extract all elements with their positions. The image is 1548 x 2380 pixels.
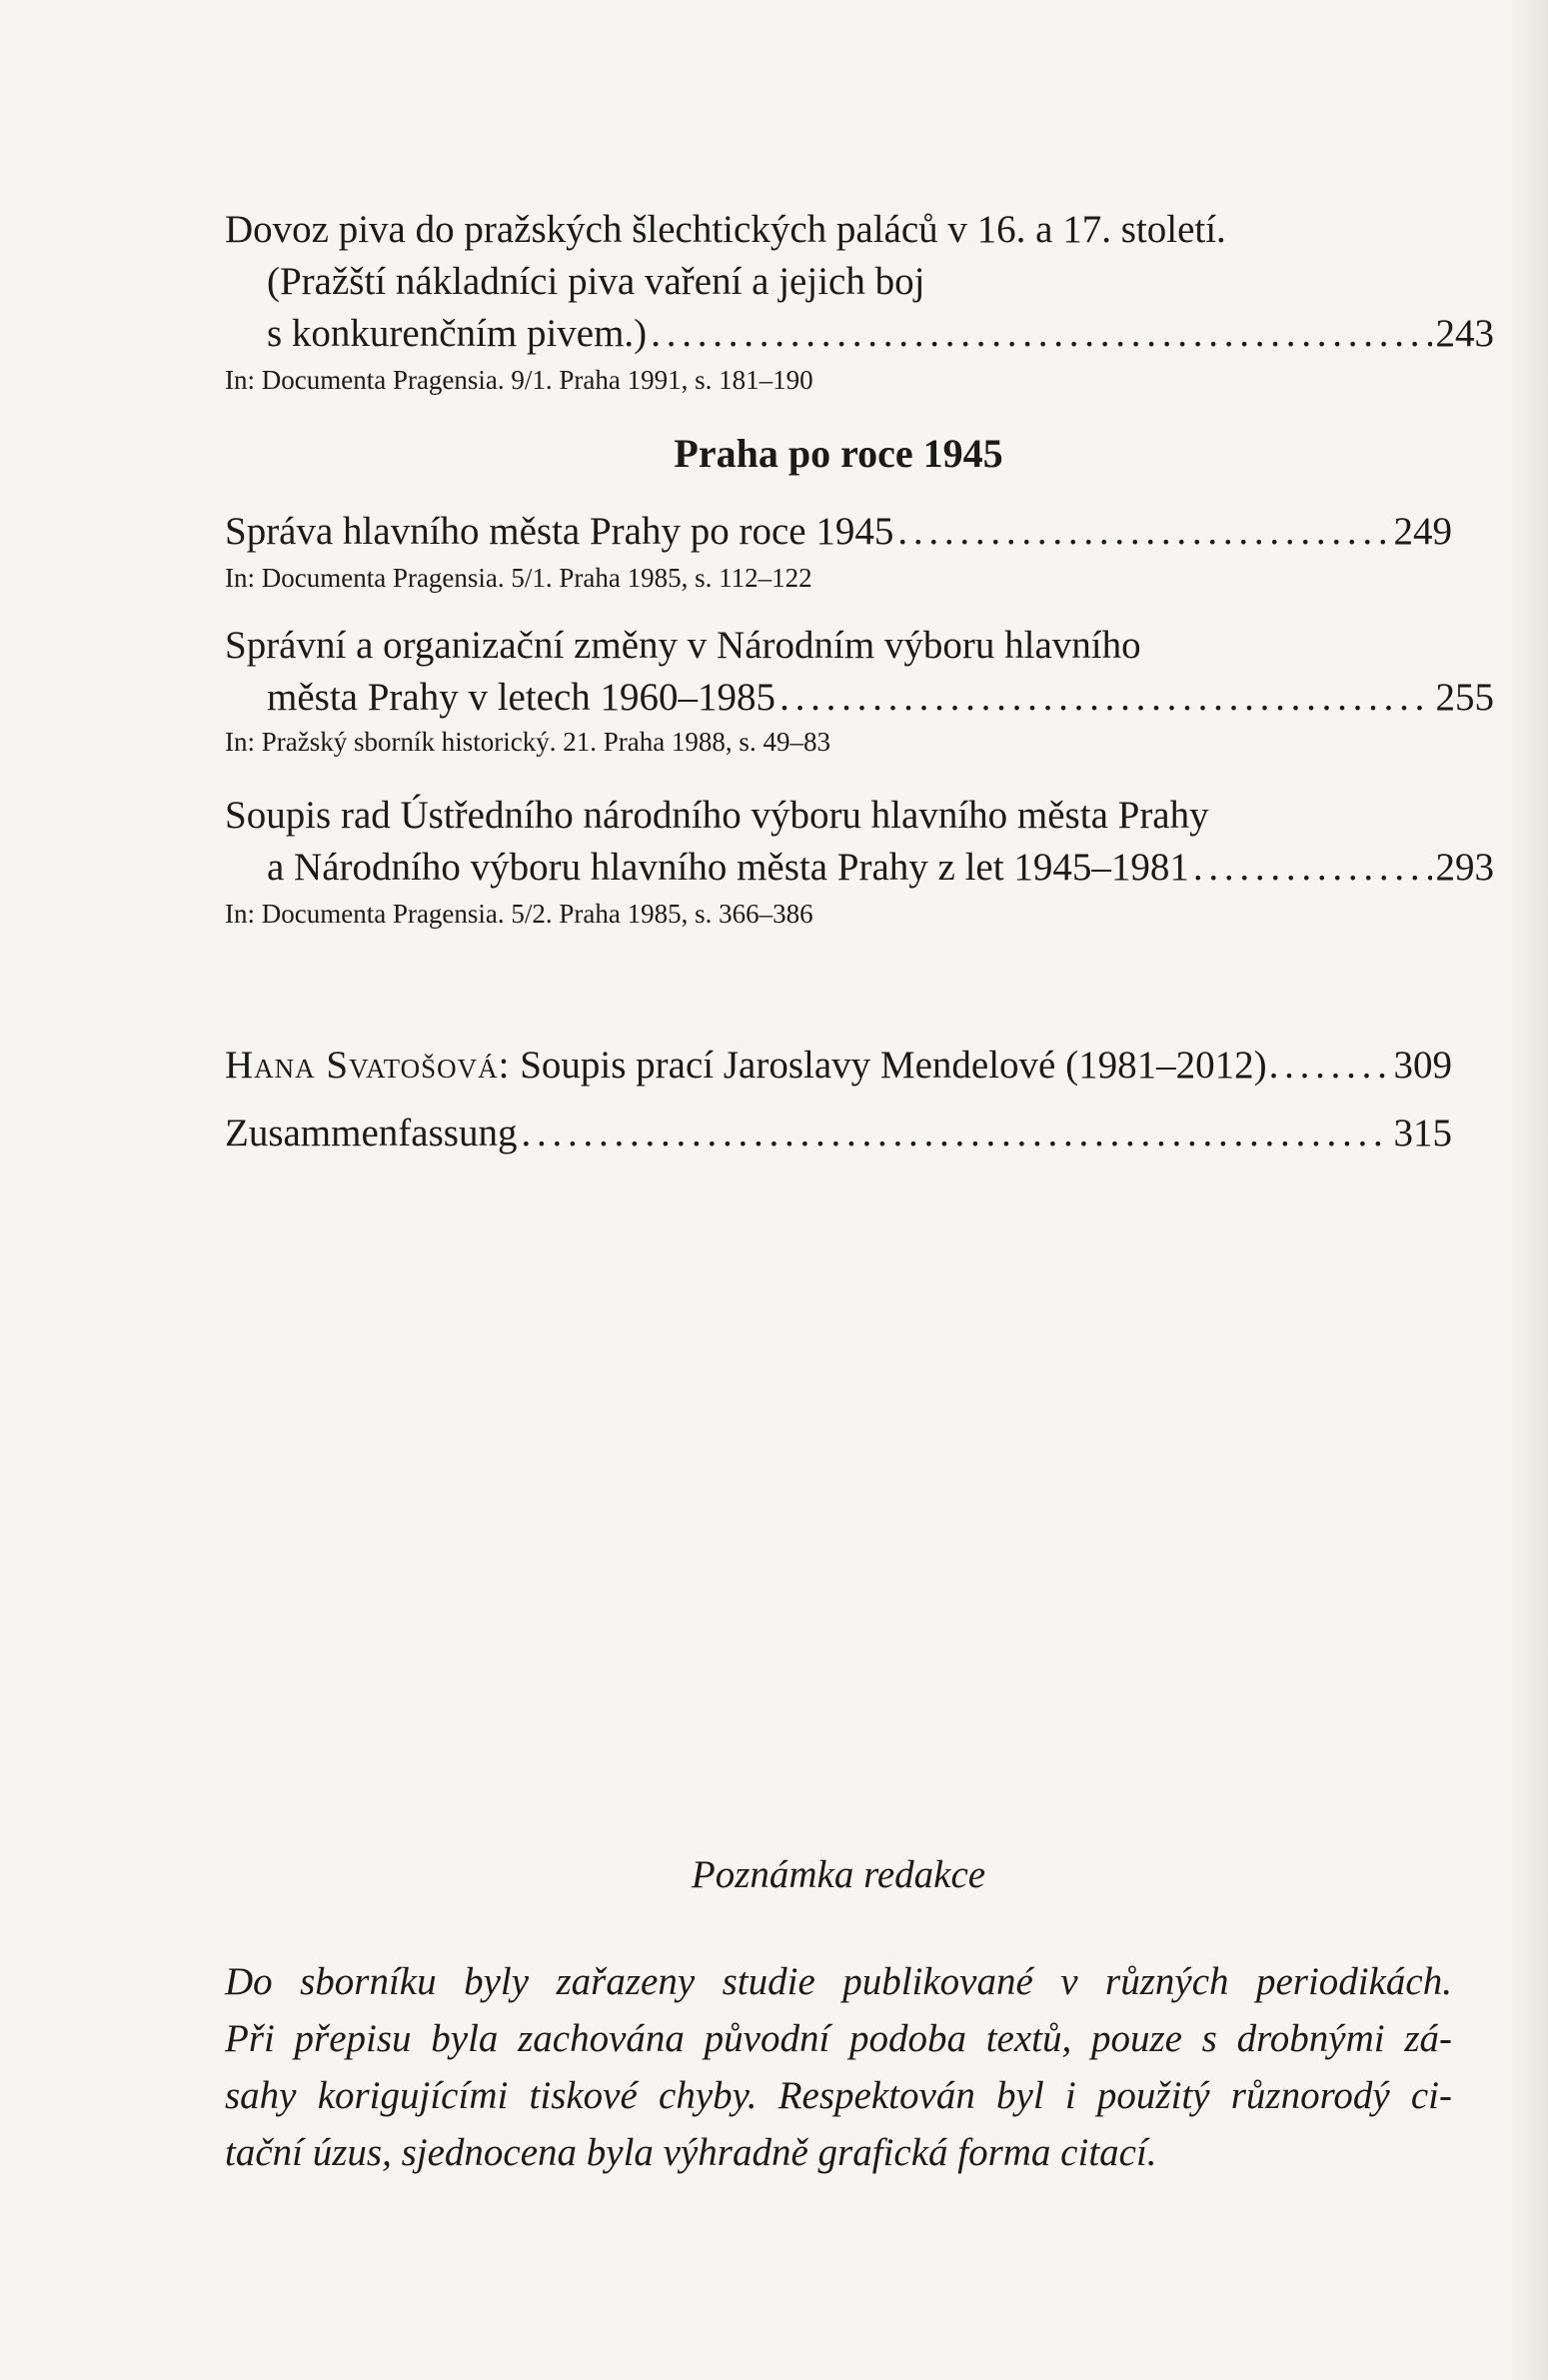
toc-entry-leader-line[interactable] — [225, 1040, 1452, 1092]
editorial-note-line: Do sborníku byly zařazeny studie publikované v různých periodikách. — [225, 1960, 1452, 2003]
toc-entry-leader-line[interactable] — [225, 308, 1494, 360]
editorial-note-line: tační úzus, sjednocena byla výhradně grafická forma citací. — [225, 2131, 1157, 2174]
toc-entry-leader-line[interactable] — [225, 672, 1494, 724]
dot-leader — [1269, 1040, 1392, 1092]
editorial-note-line: sahy korigujícími tiskové chyby. Respektován byl i použitý různorodý ci- — [225, 2074, 1452, 2117]
toc-entry-title-line: (Pražští nákladníci piva vaření a jejich boj — [267, 260, 925, 303]
dot-leader — [1193, 842, 1432, 894]
dot-leader — [779, 672, 1431, 724]
toc-entry-beer-import — [225, 204, 1494, 398]
toc-entry-source: In: Documenta Pragensia. 5/2. Praha 1985, s. 366–386 — [225, 899, 813, 929]
section-heading: Praha po roce 1945 — [674, 431, 1003, 476]
bibliography-title: Soupis prací Jaroslavy Mendelové (1981–2012) — [520, 1044, 1267, 1087]
dot-leader — [521, 1108, 1389, 1160]
toc-entry-title-line: Soupis rad Ústředního národního výboru hlavního města Prahy — [225, 794, 1209, 837]
author-name: Hana Svatošová: — [225, 1044, 511, 1087]
toc-entry-source: In: Documenta Pragensia. 9/1. Praha 1991, s. 181–190 — [225, 365, 813, 395]
toc-entry-source: In: Pražský sborník historický. 21. Praha 1988, s. 49–83 — [225, 727, 830, 757]
toc-page-number: 309 — [1393, 1044, 1452, 1087]
editorial-note-body — [225, 1953, 1452, 2181]
toc-entry-leader-line[interactable] — [225, 842, 1494, 894]
dot-leader — [897, 506, 1389, 558]
toc-entry-orders-inventory — [225, 790, 1494, 932]
toc-entry-title — [225, 1040, 1267, 1092]
toc-entry-title-line: Správa hlavního města Prahy po roce 1945 — [225, 510, 894, 553]
toc-entry-city-administration — [225, 506, 1452, 596]
toc-entry-title-line: města Prahy v letech 1960–1985 — [267, 676, 776, 719]
toc-page-number: 315 — [1393, 1112, 1452, 1155]
toc-entry-title: Zusammenfassung — [225, 1112, 518, 1155]
toc-entry-organizational-changes — [225, 620, 1494, 760]
toc-entry-title-line: s konkurenčním pivem.) — [267, 312, 648, 355]
toc-page-number: 293 — [1435, 846, 1494, 889]
editorial-note-heading: Poznámka redakce — [691, 1853, 986, 1896]
dot-leader — [651, 308, 1431, 360]
page-edge-shadow — [1506, 0, 1548, 2380]
toc-page-number: 255 — [1435, 676, 1494, 719]
toc-entry-bibliography — [225, 1040, 1452, 1092]
toc-entry-title-line: Dovoz piva do pražských šlechtických paláců v 16. a 17. století. — [225, 208, 1226, 251]
toc-entry-source: In: Documenta Pragensia. 5/1. Praha 1985, s. 112–122 — [225, 563, 812, 593]
editorial-note-line: Při přepisu byla zachována původní podoba textů, pouze s drobnými zá- — [225, 2017, 1452, 2060]
toc-page-number: 243 — [1435, 312, 1494, 355]
toc-page-number: 249 — [1393, 510, 1452, 553]
toc-entry-summary — [225, 1108, 1452, 1160]
toc-entry-title-line: a Národního výboru hlavního města Prahy z let 1945–1981 — [267, 846, 1189, 889]
toc-entry-leader-line[interactable] — [225, 1108, 1452, 1160]
toc-entry-title-line: Správní a organizační změny v Národním výboru hlavního — [225, 624, 1141, 667]
toc-entry-leader-line[interactable] — [225, 506, 1452, 558]
